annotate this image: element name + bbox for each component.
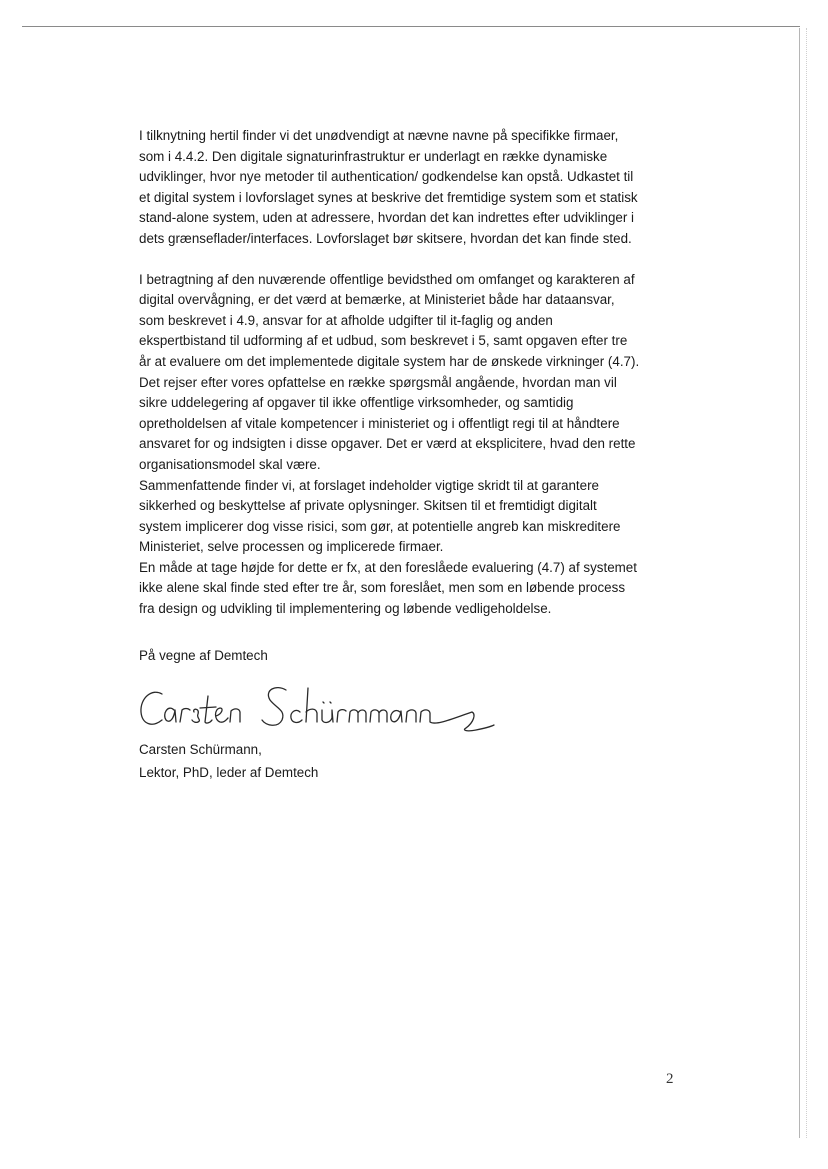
- scan-edge-right: [806, 28, 807, 1138]
- scan-border-right: [799, 28, 800, 1138]
- paragraph-evaluation: En måde at tage højde for dette er fx, at den foreslåede evaluering (4.7) af systemet ikke alene skal finde sted efter tre år, som foreslået, men som en løbende process fra design og udvikling til implementering og løbende vedligeholdelse.: [139, 559, 637, 617]
- page-number: 2: [666, 1071, 674, 1087]
- closing-line: På vegne af Demtech: [139, 648, 268, 663]
- paragraph-vendor-names: I tilknytning hertil finder vi det unødvendigt at nævne navne på specifikke firmaer, som i 4.4.2. Den digitale signaturinfrastruktur er underlagt en række dynamiske udviklinger, hvor nye metoder til authentication/ godkendelse kan opstå. Udkastet til et digital system i lovforslaget synes at beskrive det fremtidige system som et statisk stand-alone system, uden at adressere, hvordan det kan indrettes efter udviklinger i dets grænseflader/interfaces. Lovforslaget bør skitsere, hvordan det kan finde sted.: [139, 128, 638, 246]
- body-text: [139, 126, 699, 620]
- signer-title: Lektor, PhD, leder af Demtech: [139, 765, 319, 780]
- paragraph-summary: Sammenfattende finder vi, at forslaget indeholder vigtige skridt til at garantere sikkerhed og beskyttelse af private oplysninger. Skitsen til et fremtidigt digitalt system implicerer dog visse risici, som gør, at potentielle angreb kan miskreditere Ministeriet, selve processen og implicerede firmaer.: [139, 477, 621, 555]
- paragraph-delegation: Det rejser efter vores opfattelse en række spørgsmål angående, hvordan man vil sikre uddelegering af opgaver til ikke offentlige virksomheder, og samtidig opretholdelsen af vitale kompetencer i ministeriet og i offentligt regi til at håndtere ansvaret for og indsigten i disse opgaver. Det er værd at eksplicitere, hvad den rette organisationsmodel skal være.: [139, 374, 636, 472]
- handwritten-signature: [136, 678, 496, 740]
- scan-border-top: [22, 26, 800, 27]
- paragraph-surveillance: I betragtning af den nuværende offentlige bevidsthed om omfanget og karakteren af digital overvågning, er det værd at bemærke, at Ministeriet både har dataansvar, som beskrevet i 4.9, ansvar for at afholde udgifter til it-faglig og anden ekspertbistand til udforming af et udbud, som beskrevet i 5, samt opgaven efter tre år at evaluere om det implementede digitale system har de ønskede virkninger (4.7).: [139, 271, 640, 369]
- signer-name: Carsten Schürmann,: [139, 742, 262, 757]
